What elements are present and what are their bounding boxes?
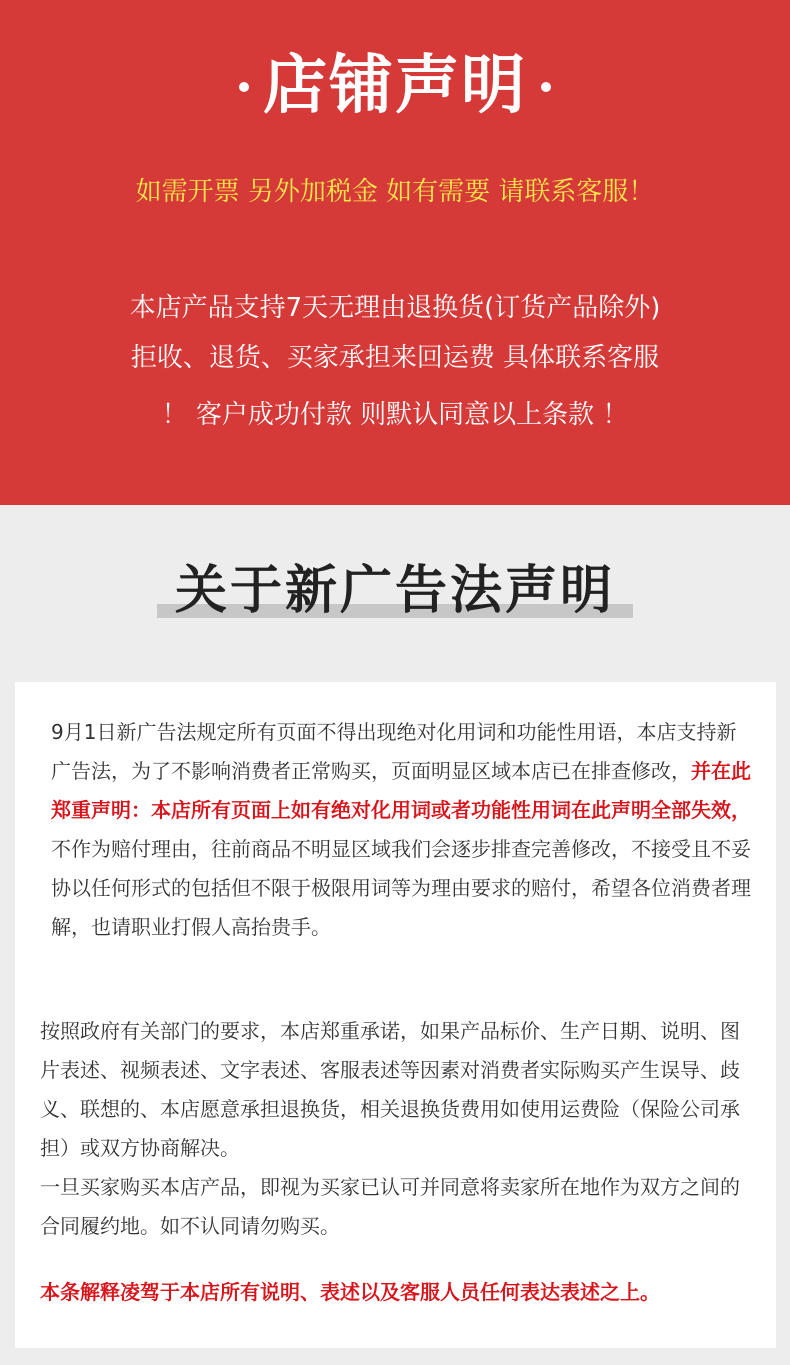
- ad-law-title: 关于新广告法声明: [174, 561, 615, 621]
- contract-location-text: 一旦买家购买本店产品，即视为买家已认可并同意将卖家所在地作为双方之间的合同履约地。如不认同请勿购买。: [40, 1175, 740, 1238]
- commitment-paragraph: [40, 1012, 752, 1246]
- bullet-dot-icon: [239, 82, 249, 92]
- ad-law-highlight: 并在此郑重声明：本店所有页面上如有绝对化用词或者功能性用词在此声明全部失效，: [51, 759, 751, 822]
- shipping-cost-line: 拒收、退货、买家承担来回运费 具体联系客服: [130, 343, 660, 373]
- ad-law-rest: 不作为赔付理由，往前商品不明显区域我们会逐步排查完善修改，不接受且不妥协以任何形式的包括但不限于极限用词等为理由要求的赔付，希望各位消费者理解，也请职业打假人高抬贵手。: [51, 837, 751, 939]
- ad-law-intro: 9月1日新广告法规定所有页面不得出现绝对化用词和功能性用语，本店支持新广告法，为了不影响消费者正常购买，页面明显区域本店已在排查修改，: [51, 720, 737, 783]
- override-clause: 本条解释凌驾于本店所有说明、表述以及客服人员任何表达表述之上。: [40, 1280, 660, 1304]
- payment-consent-line: ！ 客户成功付款 则默认同意以上条款 ！: [161, 400, 629, 430]
- shop-notice-title: [0, 44, 790, 128]
- commitment-text: 按照政府有关部门的要求，本店郑重承诺，如果产品标价、生产日期、说明、图片表述、视频表述、文字表述、客服表述等因素对消费者实际购买产生误导、歧义、联想的、本店愿意承担退换货，相关退换货费用如使用运费险（保险公司承担）或双方协商解决。: [40, 1019, 740, 1160]
- return-policy-line: 本店产品支持7天无理由退换货(订货产品除外): [129, 293, 661, 323]
- ad-law-paragraph: [51, 713, 751, 947]
- invoice-notice: 如需开票 另外加税金 如有需要 请联系客服！: [135, 177, 655, 207]
- shop-notice-title-text: 店铺声明: [263, 49, 527, 123]
- bullet-dot-icon: [541, 82, 551, 92]
